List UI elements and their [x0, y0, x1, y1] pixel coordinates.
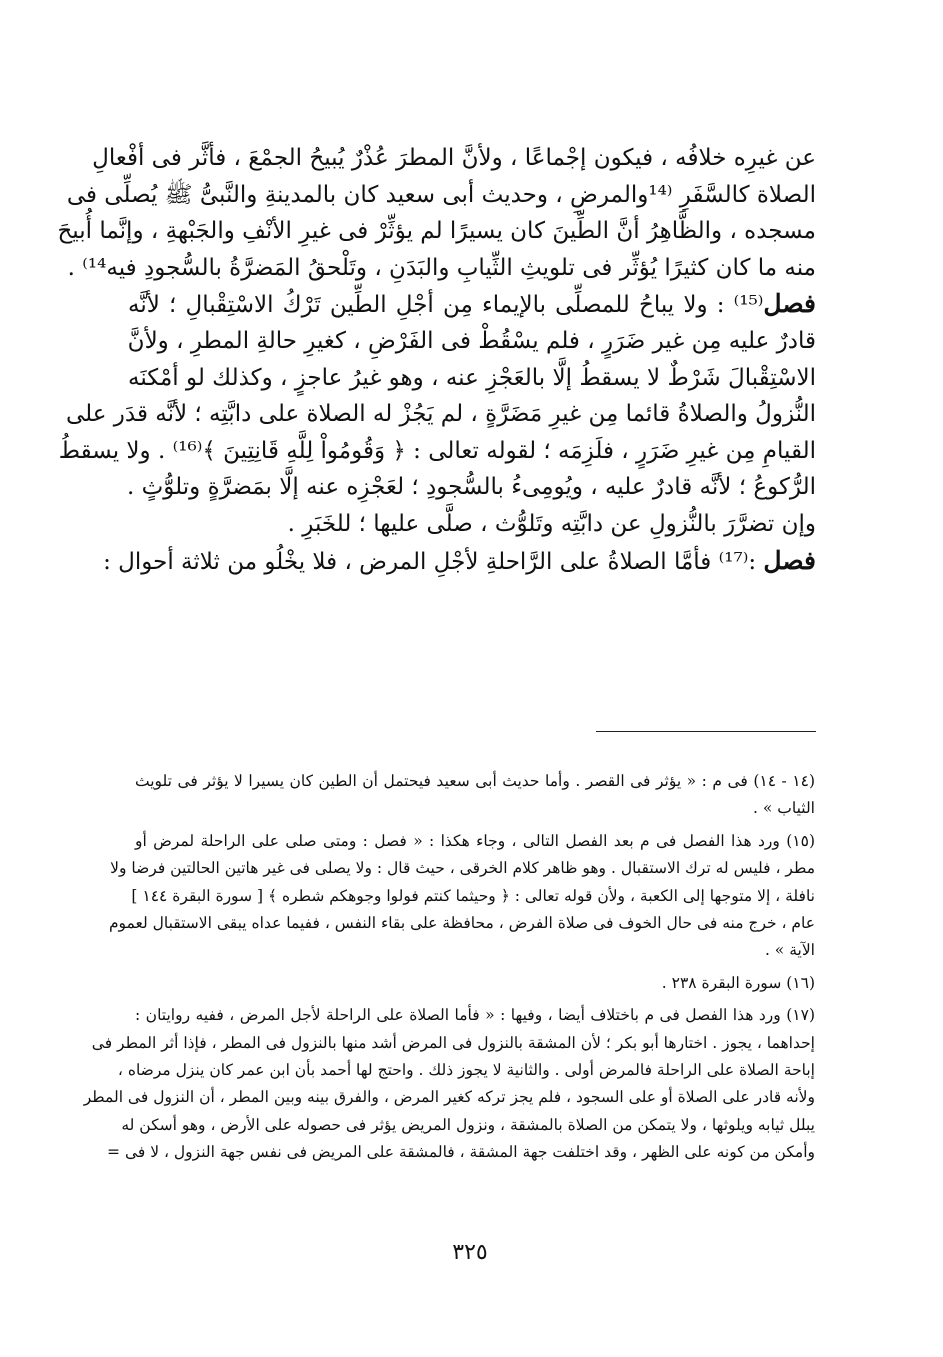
footnote-line: إباحة الصلاة على الراحلة فالمرض أولى . والثانية لا يجوز ذلك . واحتج لها أحمد بأن ابن عمر كان ينزل مرضاه ،	[117, 1060, 815, 1079]
body-line-text: الاسْتِقْبالَ شَرْطٌ لا يسقطُ إلَّا بالعَجْزِ عنه ، وهو غيرُ عاجزٍ ، وكذلك لو أمْكنَه	[127, 364, 816, 391]
body-line	[128, 506, 816, 543]
body-line-text: عن غيرِه خلافُه ، فيكون إجْماعًا ، ولأنَّ المطرَ عُذْرٌ يُبيحُ الجمْعَ ، فأثَّر فى أفْعالِ	[92, 145, 816, 171]
footnote-line: (١٦) سورة البقرة ٢٣٨ .	[661, 973, 815, 992]
footnote-line: نافلة ، إلا متوجها إلى الكعبة ، ولأن قوله تعالى : ﴿ وحيثما كنتم فولوا وجوهكم شطره ﴾ [ سورة البقرة ١٤٤ ]	[131, 886, 815, 905]
footnote-line: ولأنه قادر على الصلاة أو على السجود ، فلم يجز تركه كغير المرض ، والفرق بينه وبين المطر ، أن النزول فى المطر	[83, 1088, 815, 1107]
footnote-line: الآية » .	[764, 941, 815, 960]
body-line-text: الرُّكوعُ ؛ لأنَّه قادرٌ عليه ، ويُومِىءُ بالسُّجودِ ؛ لعَجْزِه عنه إلَّا بمَضرَّةٍ وتلوُّثٍ .	[126, 474, 816, 501]
footnote-line: (١٥) ورد هذا الفصل فى م بعد الفصل التالى ، وجاء هكذا : « فصل : ومتى صلى على الراحلة لمرض أو	[135, 831, 815, 850]
body-line-text: القيامِ مِن غيرِ ضَرَرٍ ، فلَزِمَه ؛ لقوله تعالى : ﴿ وَقُومُواْ لِلَّهِ قَانِتِينَ ﴾⁽¹⁶⁾ . ولا يسقطُ	[58, 437, 816, 464]
body-line	[67, 250, 816, 287]
footnote-line: مطر ، فليس له ترك الاستقبال . وهو ظاهر كلام الخرقى ، حيث قال : ولا يصلى فى غير هاتين الحالتين فرضا ولا	[110, 859, 815, 878]
body-line	[128, 286, 816, 323]
body-line-text: وإن تضرَّرَ بالنُّزولِ عن دابَّتِه وتَلوُّث ، صلَّى عليها ؛ للخَبَرِ .	[287, 510, 816, 537]
footnote-line: الثياب » .	[753, 799, 815, 818]
section-heading: فصل	[763, 545, 816, 575]
body-line-text: الصلاة كالسَّفَرِ ⁽¹⁴والمرضِ ، وحديث أبى سعيد كان بالمدينةِ والنَّبىُّ ﷺ يُصلِّى فى	[66, 181, 816, 208]
footnote-divider	[596, 731, 816, 732]
body-line	[128, 469, 816, 506]
body-line-text: منه ما كان كثيرًا يُؤثِّر فى تلويثِ الثِّيابِ والبَدَنِ ، وتَلْحقُ المَضرَّةُ بالسُّجودِ فيه¹⁴⁾ .	[67, 254, 816, 281]
footnotes-block	[83, 768, 815, 1166]
footnote-line: يبلل ثيابه ويلوثها ، ولا يتمكن من الصلاة بالمشقة ، ونزول المريض يؤثر فى حصوله على الأرض ، وهو أسكن له	[121, 1115, 815, 1134]
section-heading: فصل	[763, 289, 816, 319]
body-line	[58, 433, 816, 470]
footnote-line: (١٧) ورد هذا الفصل فى م باختلاف أيضا ، وفيها : « فأما الصلاة على الراحلة لأجل المرض ، ففيه روايتان :	[135, 1006, 815, 1025]
footnote-line: (١٤ - ١٤) فى م : « يؤثر فى القصر . وأما حديث أبى سعيد فيحتمل أن الطين كان يسيرا لا يؤثر فى تلويث	[135, 772, 815, 790]
body-line	[103, 543, 816, 580]
footnote-line: إحداهما ، يجوز . اختارها أبو بكر ؛ لأن المشقة بالنزول فى المرض أشد منها بالنزول فى المطر ، فإذا أثر المطر فى	[91, 1033, 815, 1052]
body-line-text: قادرٌ عليه مِن غير ضَرَرٍ ، فلم يسْقُطْ فى الفَرْضِ ، كغيرِ حالةِ المطرِ ، ولأنَّ	[127, 327, 816, 354]
body-line	[128, 360, 816, 397]
body-line-text: النُّزولُ والصلاةُ قائما مِن غيرِ مَضَرَّةٍ ، لم يَجُزْ له الصلاة على دابَّتِه ؛ لأنَّه قدَر على	[65, 401, 816, 428]
main-text-block	[57, 140, 816, 579]
body-line-text: مسجده ، والظَّاهِرُ أنَّ الطِّينَ كان يسيرًا لم يؤثِّرْ فى غيرِ الأنْفِ والجَبْهةِ ، وإنَّما أُبيحَ	[57, 218, 816, 245]
body-line	[57, 213, 816, 250]
body-line	[66, 177, 816, 214]
page-number: ٣٢٥	[452, 1240, 488, 1265]
body-line-text: ⁽¹⁵⁾ : ولا يباحُ للمصلِّى بالإيماء مِن أجْلِ الطِّين تَرْكُ الاسْتِقْبالِ ؛ لأنَّه	[128, 292, 764, 319]
footnote-line: وأمكن من كونه على الظهر ، وقد اختلفت جهة المشقة ، فالمشقة على المريض فى نفس جهة النزول ، لا فى =	[107, 1143, 815, 1162]
body-line	[65, 396, 816, 433]
body-line	[92, 140, 816, 177]
body-line	[128, 323, 816, 360]
body-line-text: :⁽¹⁷⁾ فأمَّا الصلاةُ على الرَّاحلةِ لأجْلِ المرض ، فلا يخْلُو من ثلاثة أحوال :	[103, 548, 764, 575]
footnote-line: عام ، خرج منه فى حال الخوف فى صلاة الفرض ، محافظة على بقاء النفس ، ففيما عداه يبقى الاستقبال لعموم	[108, 913, 815, 932]
